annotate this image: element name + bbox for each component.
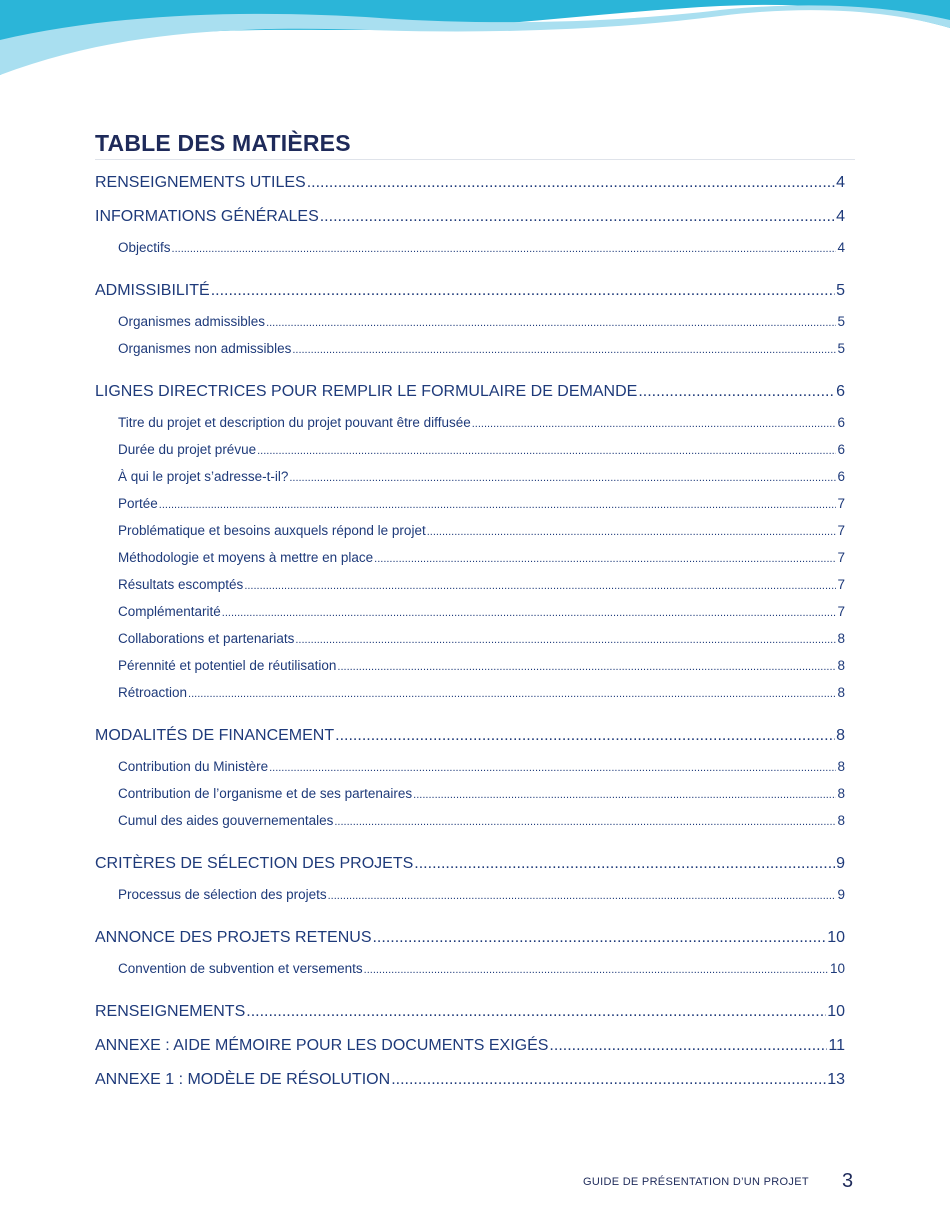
toc-entry-label: ADMISSIBILITÉ: [95, 282, 210, 299]
toc-entry-page: 6: [837, 469, 845, 484]
toc-entry-label: Processus de sélection des projets: [118, 887, 327, 902]
toc-section-entry[interactable]: [95, 921, 845, 955]
toc-entry-page: 9: [836, 855, 845, 872]
toc-dot-leader: [335, 719, 835, 753]
toc-subsection-entry[interactable]: [95, 409, 845, 436]
toc-entry-label: Complémentarité: [118, 604, 221, 619]
toc-entry-page: 10: [827, 929, 845, 946]
toc-subsection-entry[interactable]: [95, 807, 845, 834]
toc-title: TABLE DES MATIÈRES: [95, 128, 855, 160]
toc-subsection-entry[interactable]: [95, 598, 845, 625]
toc-dot-leader: [266, 310, 836, 337]
toc-entry-page: 5: [836, 282, 845, 299]
toc-dot-leader: [289, 465, 836, 492]
toc-entry-page: 8: [837, 658, 845, 673]
toc-dot-leader: [211, 274, 835, 308]
toc-dot-leader: [427, 519, 837, 546]
toc-dot-leader: [413, 782, 836, 809]
toc-entry-page: 5: [837, 314, 845, 329]
toc-entry-page: 4: [837, 240, 845, 255]
toc-entry-label: Cumul des aides gouvernementales: [118, 813, 334, 828]
toc-entry-label: CRITÈRES DE SÉLECTION DES PROJETS: [95, 855, 414, 872]
page-number: 3: [842, 1170, 854, 1192]
toc-entry-page: 4: [836, 208, 845, 225]
toc-entry-page: 7: [837, 496, 845, 511]
toc-entry-page: 8: [836, 727, 845, 744]
toc-entry-label: RENSEIGNEMENTS: [95, 1003, 246, 1020]
toc-entry-page: 8: [837, 759, 845, 774]
toc-entry-page: 10: [829, 961, 845, 976]
toc-list: [95, 160, 845, 1097]
toc-entry-page: 7: [837, 577, 845, 592]
toc-section-entry[interactable]: [95, 1063, 845, 1097]
toc-subsection-entry[interactable]: [95, 436, 845, 463]
toc-subsection-entry[interactable]: [95, 544, 845, 571]
toc-entry-label: Résultats escomptés: [118, 577, 244, 592]
toc-entry-page: 13: [827, 1071, 845, 1088]
toc-entry-page: 4: [836, 174, 845, 191]
toc-entry-page: 7: [837, 604, 845, 619]
toc-entry-label: INFORMATIONS GÉNÉRALES: [95, 208, 319, 225]
toc-dot-leader: [364, 957, 829, 984]
toc-dot-leader: [159, 492, 837, 519]
toc-subsection-entry[interactable]: [95, 652, 845, 679]
toc-entry-label: LIGNES DIRECTRICES POUR REMPLIR LE FORMULAIRE DE DEMANDE: [95, 383, 638, 400]
toc-entry-page: 8: [837, 631, 845, 646]
toc-subsection-entry[interactable]: [95, 234, 845, 261]
toc-entry-label: Contribution du Ministère: [118, 759, 269, 774]
toc-entry-page: 6: [836, 383, 845, 400]
toc-section-entry[interactable]: [95, 847, 845, 881]
toc-entry-label: À qui le projet s’adresse-t-il?: [118, 469, 289, 484]
toc-section-entry[interactable]: [95, 375, 845, 409]
header-wave-decoration: [0, 0, 950, 80]
toc-dot-leader: [246, 995, 826, 1029]
toc-dot-leader: [257, 438, 836, 465]
toc-dot-leader: [244, 573, 836, 600]
toc-section-entry[interactable]: [95, 719, 845, 753]
toc-subsection-entry[interactable]: [95, 955, 845, 982]
toc-entry-label: Objectifs: [118, 240, 171, 255]
toc-dot-leader: [222, 600, 837, 627]
toc-dot-leader: [172, 236, 837, 263]
toc-dot-leader: [549, 1029, 827, 1063]
toc-entry-page: 8: [837, 786, 845, 801]
toc-entry-label: Durée du projet prévue: [118, 442, 257, 457]
toc-dot-leader: [472, 411, 837, 438]
toc-subsection-entry[interactable]: [95, 753, 845, 780]
toc-dot-leader: [337, 654, 836, 681]
toc-section-entry[interactable]: [95, 274, 845, 308]
toc-entry-label: Collaborations et partenariats: [118, 631, 295, 646]
toc-entry-label: ANNEXE 1 : MODÈLE DE RÉSOLUTION: [95, 1071, 391, 1088]
toc-subsection-entry[interactable]: [95, 517, 845, 544]
toc-subsection-entry[interactable]: [95, 679, 845, 706]
toc-dot-leader: [328, 883, 837, 910]
toc-subsection-entry[interactable]: [95, 463, 845, 490]
toc-entry-page: 8: [837, 813, 845, 828]
toc-section-entry[interactable]: [95, 995, 845, 1029]
toc-dot-leader: [295, 627, 836, 654]
toc-subsection-entry[interactable]: [95, 490, 845, 517]
toc-entry-label: Pérennité et potentiel de réutilisation: [118, 658, 337, 673]
toc-dot-leader: [391, 1063, 826, 1097]
toc-subsection-entry[interactable]: [95, 308, 845, 335]
toc-subsection-entry[interactable]: [95, 780, 845, 807]
toc-entry-page: 8: [837, 685, 845, 700]
toc-entry-label: Méthodologie et moyens à mettre en place: [118, 550, 374, 565]
toc-dot-leader: [372, 921, 826, 955]
toc-entry-label: Organismes non admissibles: [118, 341, 292, 356]
toc-entry-label: Convention de subvention et versements: [118, 961, 363, 976]
toc-dot-leader: [320, 200, 835, 234]
toc-section-entry[interactable]: [95, 1029, 845, 1063]
toc-dot-leader: [374, 546, 836, 573]
toc-entry-label: MODALITÉS DE FINANCEMENT: [95, 727, 335, 744]
toc-entry-page: 11: [828, 1037, 845, 1054]
toc-entry-page: 10: [827, 1003, 845, 1020]
toc-dot-leader: [334, 809, 836, 836]
toc-entry-page: 7: [837, 550, 845, 565]
toc-dot-leader: [307, 166, 835, 200]
toc-entry-label: ANNONCE DES PROJETS RETENUS: [95, 929, 372, 946]
toc-section-entry[interactable]: [95, 166, 845, 200]
table-of-contents: [95, 128, 845, 1097]
toc-dot-leader: [292, 337, 836, 364]
toc-dot-leader: [188, 681, 836, 708]
toc-entry-label: ANNEXE : AIDE MÉMOIRE POUR LES DOCUMENTS EXIGÉS: [95, 1037, 549, 1054]
toc-entry-page: 7: [837, 523, 845, 538]
toc-subsection-entry[interactable]: [95, 625, 845, 652]
toc-entry-label: Contribution de l’organisme et de ses partenaires: [118, 786, 413, 801]
footer-title: GUIDE DE PRÉSENTATION D’UN PROJET: [583, 1176, 809, 1188]
toc-entry-page: 5: [837, 341, 845, 356]
toc-entry-label: Portée: [118, 496, 158, 511]
toc-dot-leader: [414, 847, 835, 881]
toc-section-entry[interactable]: [95, 200, 845, 234]
toc-subsection-entry[interactable]: [95, 571, 845, 598]
toc-entry-label: Problématique et besoins auxquels répond le projet: [118, 523, 426, 538]
toc-subsection-entry[interactable]: [95, 335, 845, 362]
toc-dot-leader: [638, 375, 835, 409]
toc-entry-page: 6: [837, 442, 845, 457]
toc-subsection-entry[interactable]: [95, 881, 845, 908]
toc-entry-label: Rétroaction: [118, 685, 188, 700]
toc-entry-label: Organismes admissibles: [118, 314, 266, 329]
toc-entry-page: 9: [837, 887, 845, 902]
toc-entry-label: RENSEIGNEMENTS UTILES: [95, 174, 306, 191]
toc-entry-label: Titre du projet et description du projet pouvant être diffusée: [118, 415, 471, 430]
toc-entry-page: 6: [837, 415, 845, 430]
toc-dot-leader: [269, 755, 836, 782]
